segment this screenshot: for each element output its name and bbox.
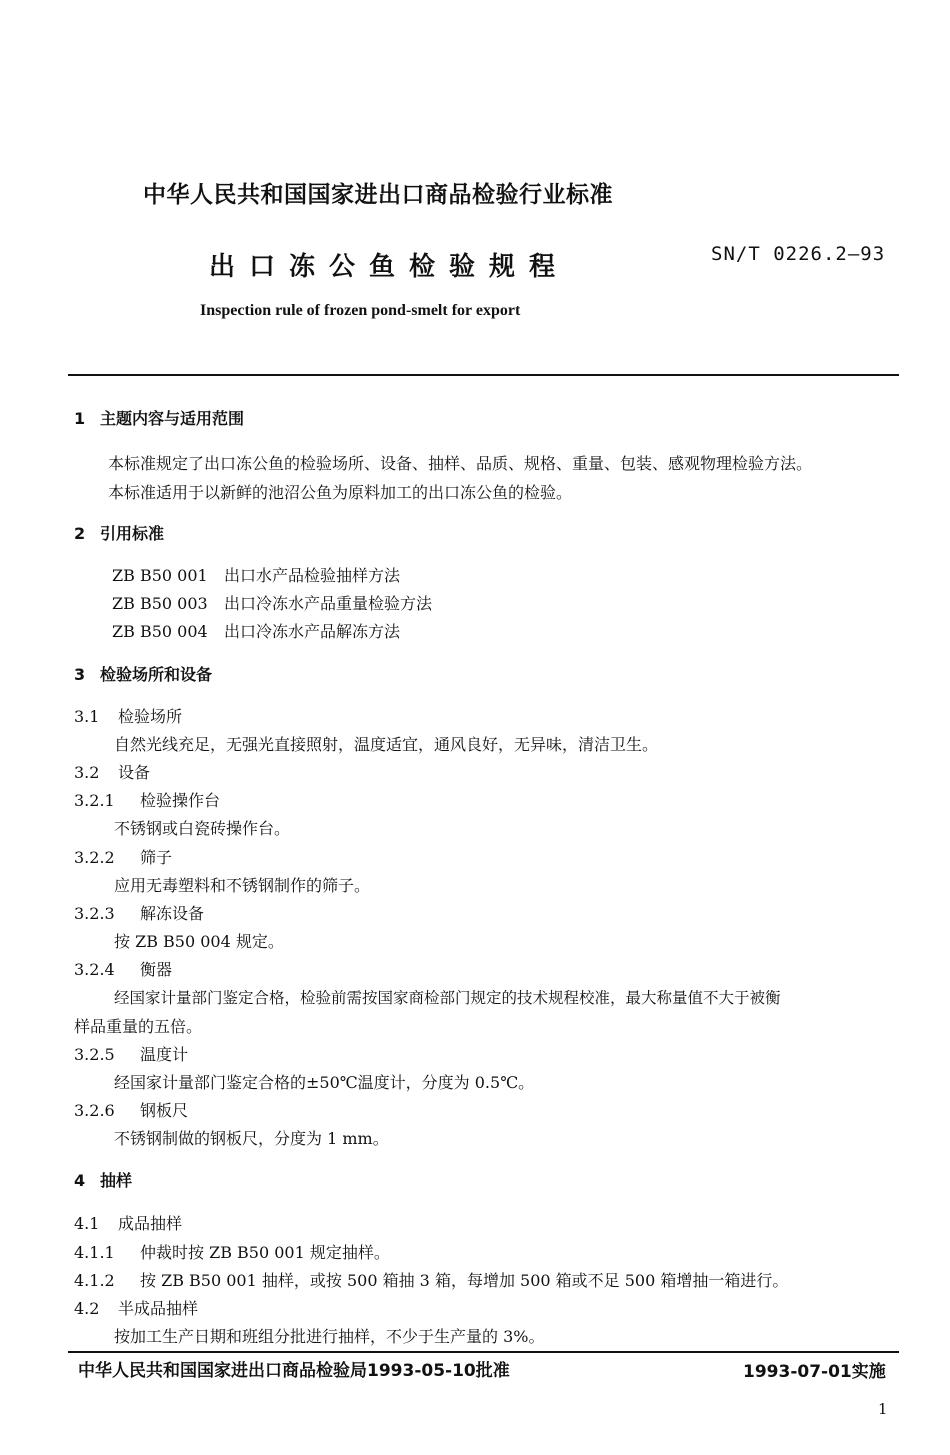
clause-title: 衡器 (140, 960, 173, 979)
clause-number: 3.2.5 (74, 1045, 115, 1064)
page-number: 1 (878, 1400, 888, 1418)
clause-number: 3.2.6 (74, 1101, 115, 1120)
section-4-heading (74, 1168, 132, 1191)
section-2-heading (74, 521, 164, 544)
header-divider (68, 374, 899, 376)
clause-3-2-4-text: 经国家计量部门鉴定合格，检验前需按国家商检部门规定的技术规程校准，最大称量值不大于被衡 (114, 989, 781, 1007)
subsection-title: 检验场所 (118, 707, 183, 726)
reference-name: 出口水产品检验抽样方法 (224, 566, 401, 585)
section-3-heading (74, 662, 212, 685)
clause-3-2-4-text-continued: 样品重量的五倍。 (74, 1017, 203, 1036)
subsection-4-2-text: 按加工生产日期和班组分批进行抽样，不少于生产量的 3%。 (114, 1327, 545, 1346)
section-number: 2 (74, 524, 86, 543)
clause-title: 筛子 (140, 848, 173, 867)
reference-item (112, 563, 400, 586)
subsection-3-2-heading (74, 760, 150, 783)
reference-name: 出口冷冻水产品重量检验方法 (224, 594, 433, 613)
clause-3-2-2-text: 应用无毒塑料和不锈钢制作的筛子。 (114, 876, 371, 895)
clause-4-1-2 (74, 1268, 788, 1291)
reference-code: ZB B50 003 (112, 594, 208, 613)
subsection-3-1-heading (74, 704, 182, 727)
clause-3-2-5-heading (74, 1042, 188, 1065)
clause-title: 温度计 (140, 1045, 189, 1064)
section-number: 3 (74, 665, 86, 684)
clause-text: 按 ZB B50 001 抽样，或按 500 箱抽 3 箱，每增加 500 箱或不足 500 箱增抽一箱进行。 (140, 1271, 789, 1290)
clause-3-2-6-text: 不锈钢制做的钢板尺，分度为 1 mm。 (114, 1129, 389, 1148)
clause-number: 3.2.4 (74, 960, 115, 979)
clause-3-2-4-heading (74, 957, 172, 980)
subsection-number: 3.2 (74, 763, 100, 782)
subsection-number: 3.1 (74, 707, 100, 726)
section-title: 引用标准 (100, 524, 165, 543)
subsection-title: 设备 (118, 763, 151, 782)
section-1-paragraph-2: 本标准适用于以新鲜的池沼公鱼为原料加工的出口冻公鱼的检验。 (108, 483, 573, 502)
clause-3-2-1-text: 不锈钢或白瓷砖操作台。 (114, 819, 291, 838)
clause-3-2-1-heading (74, 788, 220, 811)
clause-number: 3.2.1 (74, 791, 115, 810)
subsection-3-1-text: 自然光线充足，无强光直接照射，温度适宜，通风良好，无异味，清洁卫生。 (114, 735, 659, 754)
clause-title: 检验操作台 (140, 791, 221, 810)
section-1-paragraph-1: 本标准规定了出口冻公鱼的检验场所、设备、抽样、品质、规格、重量、包装、感观物理检验方法。 (108, 454, 813, 473)
reference-item (112, 591, 432, 614)
clause-title: 钢板尺 (140, 1101, 189, 1120)
clause-text: 仲裁时按 ZB B50 001 规定抽样。 (140, 1243, 390, 1262)
clause-3-2-6-heading (74, 1098, 188, 1121)
clause-number: 3.2.2 (74, 848, 115, 867)
section-1-heading (74, 406, 244, 429)
footer-divider (68, 1351, 899, 1353)
clause-number: 4.1.2 (74, 1271, 115, 1290)
section-title: 抽样 (100, 1171, 133, 1190)
section-number: 4 (74, 1171, 86, 1190)
subsection-4-2-heading (74, 1296, 198, 1319)
section-number: 1 (74, 409, 86, 428)
clause-3-2-3-text: 按 ZB B50 004 规定。 (114, 932, 284, 951)
reference-code: ZB B50 001 (112, 566, 208, 585)
section-title: 检验场所和设备 (100, 665, 213, 684)
standard-code: SN/T 0226.2—93 (711, 243, 886, 265)
subsection-number: 4.1 (74, 1214, 100, 1233)
document-title: 出口冻公鱼检验规程 (209, 252, 570, 282)
clause-3-2-3-heading (74, 901, 204, 924)
clause-title: 解冻设备 (140, 904, 205, 923)
implementation-date: 1993-07-01实施 (743, 1362, 886, 1382)
subsection-title: 成品抽样 (118, 1214, 183, 1233)
clause-number: 3.2.3 (74, 904, 115, 923)
clause-3-2-2-heading (74, 845, 172, 868)
subsection-title: 半成品抽样 (118, 1299, 199, 1318)
clause-number: 4.1.1 (74, 1243, 115, 1262)
clause-4-1-1 (74, 1240, 390, 1263)
subsection-4-1-heading (74, 1211, 182, 1234)
clause-3-2-5-text: 经国家计量部门鉴定合格的±50℃温度计，分度为 0.5℃。 (114, 1073, 535, 1092)
section-title: 主题内容与适用范围 (100, 409, 245, 428)
reference-code: ZB B50 004 (112, 622, 208, 641)
approval-line: 中华人民共和国国家进出口商品检验局1993-05-10批准 (78, 1361, 510, 1381)
reference-name: 出口冷冻水产品解冻方法 (224, 622, 401, 641)
subsection-number: 4.2 (74, 1299, 100, 1318)
english-title: Inspection rule of frozen pond-smelt for export (200, 302, 521, 319)
issuer-heading: 中华人民共和国国家进出口商品检验行业标准 (143, 182, 613, 208)
reference-item (112, 619, 400, 642)
